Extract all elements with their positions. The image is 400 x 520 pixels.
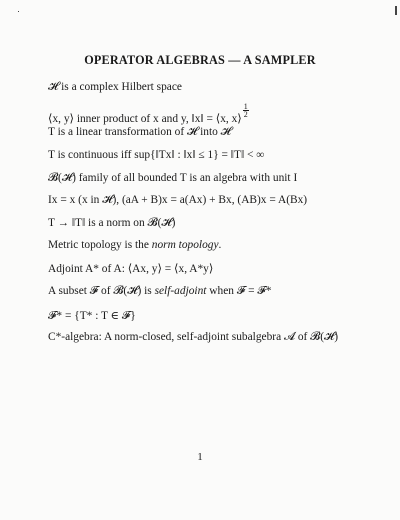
fraction-denominator: 2 <box>243 110 248 119</box>
emphasized-term: self-adjoint <box>154 285 207 297</box>
line-text: ⟨x, y⟩ inner product of x and y, ‖x‖ = ⟨x, x⟩ <box>48 113 242 125</box>
line-text: 𝓕* = {T* : T ∈ 𝓕} <box>48 310 136 322</box>
line-norm <box>48 217 175 230</box>
line-text: C*-algebra: A norm-closed, self-adjoint subalgebra 𝓐 of 𝓑(𝓗) <box>48 331 339 343</box>
line-text: T → ‖T‖ is a norm on 𝓑(𝓗) <box>48 217 176 229</box>
line-c-star-algebra <box>48 331 338 344</box>
line-text: Metric topology is the <box>48 239 152 251</box>
line-continuity <box>48 149 264 161</box>
scan-speck-mark <box>395 6 397 15</box>
line-linear-transformation <box>48 126 231 139</box>
scan-speck-dot <box>18 11 19 12</box>
line-hilbert-space <box>48 81 182 94</box>
fraction-numerator: 1 <box>243 102 248 111</box>
line-text: A subset 𝓕 of 𝓑(𝓗) is <box>48 285 155 297</box>
line-text: 𝓑(𝓗) family of all bounded T is an algebra with unit I <box>48 172 298 184</box>
line-text: Ix = x (x in 𝓗), (aA + B)x = a(Ax) + Bx, (AB)x = A(Bx) <box>48 194 308 206</box>
line-adjoint-set <box>48 308 136 323</box>
exponent-one-half <box>243 103 249 118</box>
line-inner-product <box>48 103 249 125</box>
line-text-end: . <box>218 239 222 251</box>
document-title: OPERATOR ALGEBRAS — A SAMPLER <box>84 53 316 67</box>
emphasized-term: norm topology <box>151 239 219 251</box>
page-number: 1 <box>197 451 203 463</box>
line-norm-topology <box>48 239 221 251</box>
line-text: Adjoint A* of A: ⟨Ax, y⟩ = ⟨x, A*y⟩ <box>48 263 214 275</box>
line-adjoint <box>48 261 213 275</box>
line-text-end: when 𝓕 = 𝓕* <box>206 285 272 297</box>
line-text: 𝓗 is a complex Hilbert space <box>48 81 182 93</box>
line-self-adjoint <box>48 285 271 298</box>
line-algebra-rules <box>48 194 307 207</box>
line-text: T is continuous iff sup{‖Tx‖ : ‖x‖ ≤ 1} = ‖T‖ < ∞ <box>48 149 265 161</box>
line-text: T is a linear transformation of 𝓗 into 𝓗 <box>48 126 231 138</box>
line-bounded-family <box>48 172 297 185</box>
